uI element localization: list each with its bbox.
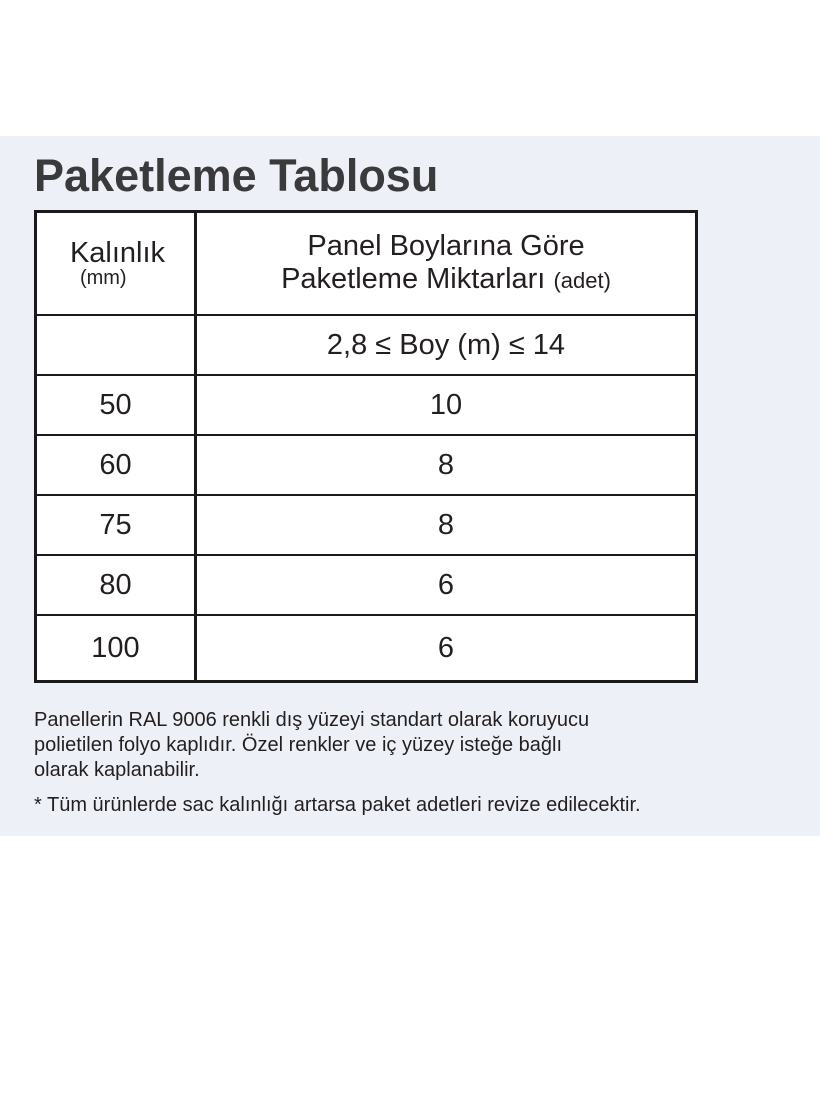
coating-note-line1: Panellerin RAL 9006 renkli dış yüzeyi standart olarak koruyucu bbox=[34, 709, 590, 731]
quantity-cell: 8 bbox=[196, 495, 697, 555]
quantity-cell: 10 bbox=[196, 375, 697, 435]
range-label: 2,8 ≤ Boy (m) ≤ 14 bbox=[196, 315, 697, 375]
quantity-cell: 6 bbox=[196, 555, 697, 615]
header-thickness-cell bbox=[36, 212, 196, 316]
coating-note bbox=[34, 708, 734, 783]
table-row bbox=[36, 375, 697, 435]
header-quantity-main: Paketleme Miktarları bbox=[281, 263, 546, 295]
quantity-cell: 8 bbox=[196, 435, 697, 495]
range-empty-cell bbox=[36, 315, 196, 375]
packaging-panel bbox=[0, 136, 820, 836]
footnote: * Tüm ürünlerde sac kalınlığı artarsa paket adetleri revize edilecektir. bbox=[34, 794, 641, 816]
quantity-cell: 6 bbox=[196, 615, 697, 682]
header-quantity-cell bbox=[196, 212, 697, 316]
table-row bbox=[36, 615, 697, 682]
thickness-cell: 100 bbox=[36, 615, 196, 682]
header-thickness-main: Kalınlık bbox=[69, 237, 166, 269]
coating-note-line2: polietilen folyo kaplıdır. Özel renkler ve iç yüzey isteğe bağlı bbox=[34, 734, 563, 756]
range-row bbox=[36, 315, 697, 375]
table-row bbox=[36, 555, 697, 615]
header-quantity-line2 bbox=[197, 263, 695, 297]
table-row bbox=[36, 495, 697, 555]
header-thickness-label bbox=[69, 237, 166, 289]
thickness-cell: 75 bbox=[36, 495, 196, 555]
packaging-table bbox=[34, 210, 698, 683]
page-title: Paketleme Tablosu bbox=[34, 150, 439, 201]
coating-note-line3: olarak kaplanabilir. bbox=[34, 759, 200, 781]
thickness-cell: 50 bbox=[36, 375, 196, 435]
table-header-row bbox=[36, 212, 697, 316]
thickness-cell: 60 bbox=[36, 435, 196, 495]
header-quantity-unit: (adet) bbox=[553, 268, 611, 293]
header-thickness-unit: (mm) bbox=[79, 267, 127, 289]
table-row bbox=[36, 435, 697, 495]
header-quantity-line1: Panel Boylarına Göre bbox=[307, 230, 585, 262]
thickness-cell: 80 bbox=[36, 555, 196, 615]
